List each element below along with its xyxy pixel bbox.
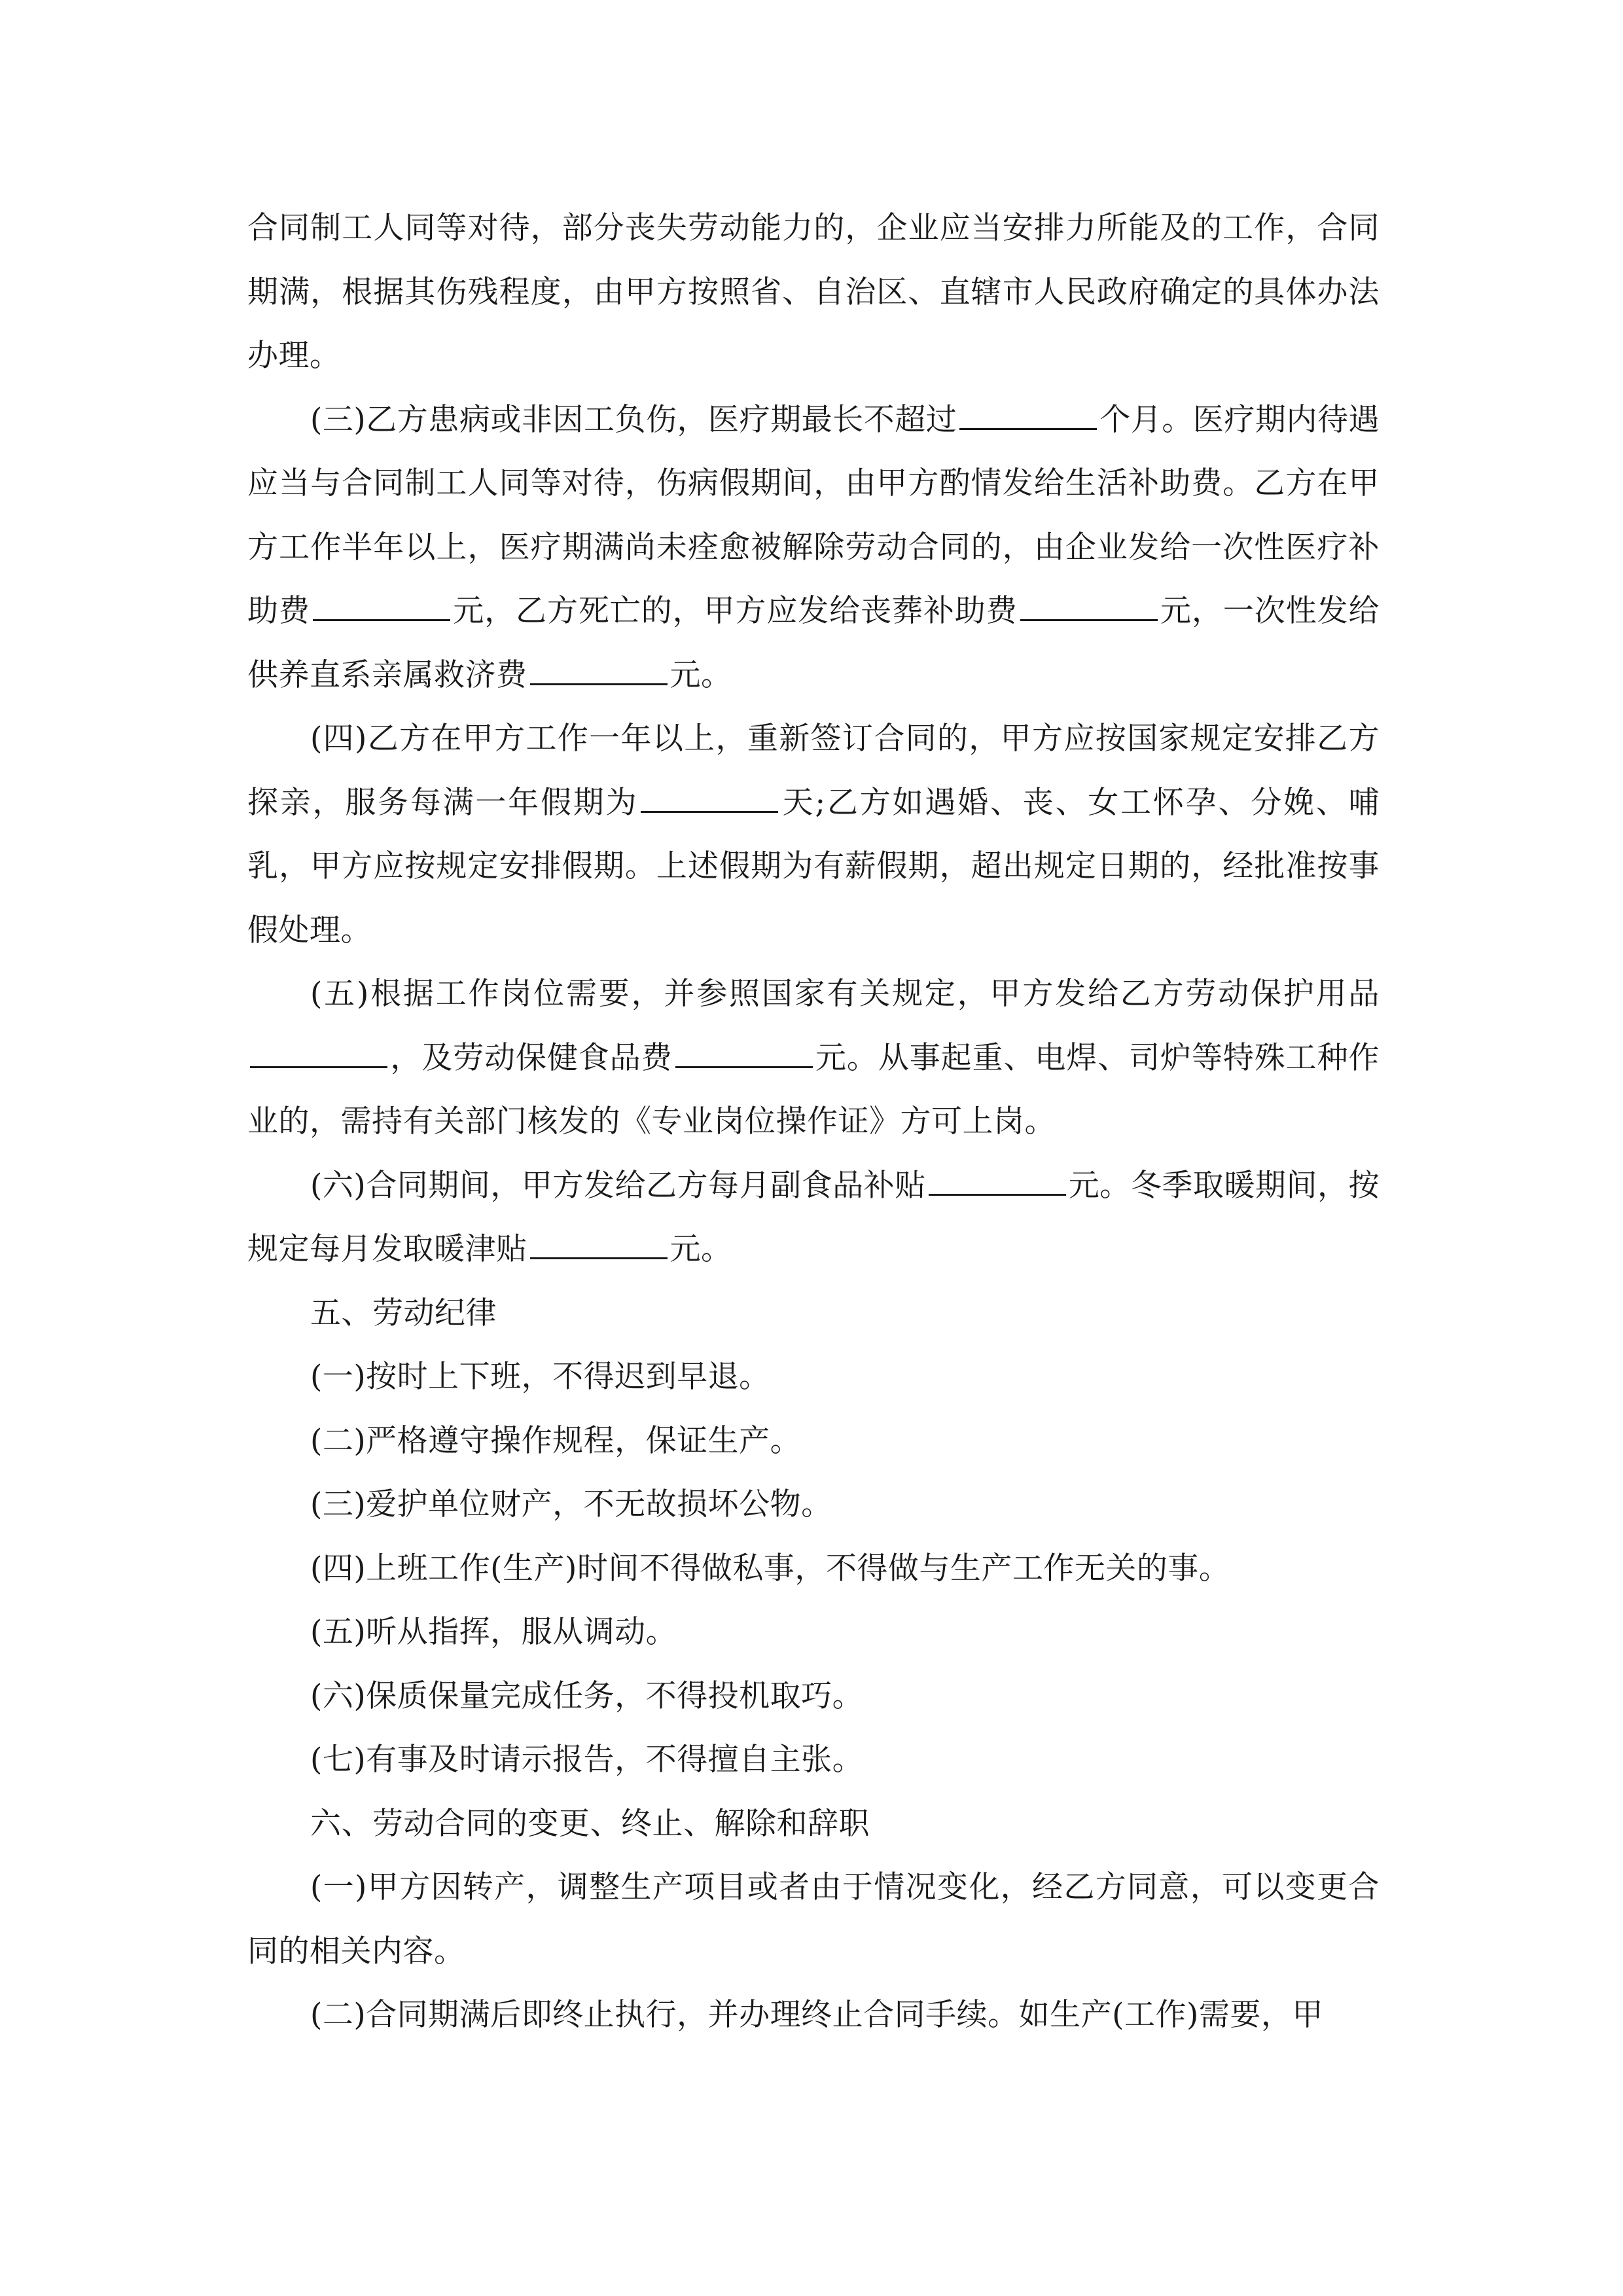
fill-in-blank[interactable] (1020, 593, 1158, 621)
fill-in-blank[interactable] (250, 1040, 387, 1068)
paragraph-text: 五、劳动纪律 (310, 1295, 497, 1331)
paragraph (247, 1345, 1380, 1409)
paragraph-text: (二)严格遵守操作规程，保证生产。 (310, 1422, 802, 1459)
fill-in-blank[interactable] (530, 657, 668, 685)
paragraph-text: 元。冬季取暖期间，按规定每月发取暖津贴 (247, 1167, 1380, 1267)
fill-in-blank[interactable] (313, 593, 450, 621)
paragraph (247, 1473, 1380, 1537)
paragraph (247, 1728, 1380, 1792)
paragraph (247, 1409, 1380, 1473)
paragraph (247, 962, 1380, 1154)
paragraph-text: (四)乙方在甲方工作一年以上，重新签订合同的，甲方应按国家规定安排乙方探亲，服务每满一年假期为 (247, 721, 1380, 821)
paragraph (247, 388, 1380, 708)
paragraph (247, 1537, 1380, 1601)
paragraph-text: 元。 (669, 1231, 732, 1267)
paragraph-text: (三)爱护单位财产，不无故损坏公物。 (310, 1486, 832, 1522)
paragraph-text: 六、劳动合同的变更、终止、解除和辞职 (310, 1805, 870, 1842)
paragraph-text: 元。从事起重、电焊、司炉等特殊工种作业的，需持有关部门核发的《专业岗位操作证》方可上岗。 (247, 1039, 1380, 1139)
paragraph (247, 707, 1380, 962)
paragraph (247, 1983, 1380, 2047)
paragraph-text: 元，乙方死亡的，甲方应发给丧葬补助费 (452, 593, 1018, 629)
paragraph (247, 1792, 1380, 1856)
paragraph-text: 元。 (669, 656, 732, 693)
document-page (247, 196, 1380, 2047)
paragraph (247, 196, 1380, 388)
paragraph-text: (一)按时上下班，不得迟到早退。 (310, 1359, 770, 1395)
fill-in-blank[interactable] (530, 1231, 668, 1259)
paragraph-text: 元，一次性发给供养直系亲属救济费 (247, 593, 1380, 693)
paragraph-text: (六)保质保量完成任务，不得投机取巧。 (310, 1677, 864, 1714)
fill-in-blank[interactable] (959, 402, 1097, 430)
paragraph-text: (二)合同期满后即终止执行，并办理终止合同手续。如生产(工作)需要，甲 (310, 1997, 1323, 2033)
paragraph-text: (七)有事及时请示报告，不得擅自主张。 (310, 1742, 864, 1778)
paragraph-text: (六)合同期间，甲方发给乙方每月副食品补贴 (310, 1167, 926, 1204)
paragraph (247, 1154, 1380, 1282)
fill-in-blank[interactable] (675, 1040, 813, 1068)
paragraph (247, 1856, 1380, 1983)
paragraph (247, 1664, 1380, 1729)
paragraph-text: 个月。医疗期内待遇应当与合同制工人同等对待，伤病假期间，由甲方酌情发给生活补助费。乙方在甲方工作半年以上，医疗期满尚未痊愈被解除劳动合同的，由企业发给一次性医疗补助费 (247, 401, 1380, 629)
paragraph-text: (三)乙方患病或非因工负伤，医疗期最长不超过 (310, 401, 957, 438)
paragraph-text: ，及劳动保健食品费 (390, 1039, 673, 1076)
fill-in-blank[interactable] (929, 1168, 1066, 1196)
paragraph (247, 1600, 1380, 1664)
paragraph (247, 1282, 1380, 1346)
fill-in-blank[interactable] (641, 785, 778, 813)
paragraph-text: (五)听从指挥，服从调动。 (310, 1614, 677, 1650)
paragraph-text: 合同制工人同等对待，部分丧失劳动能力的，企业应当安排力所能及的工作，合同期满，根据其伤残程度，由甲方按照省、自治区、直辖市人民政府确定的具体办法办理。 (247, 210, 1380, 374)
paragraph-text: (一)甲方因转产，调整生产项目或者由于情况变化，经乙方同意，可以变更合同的相关内容。 (247, 1869, 1380, 1969)
paragraph-text: 天;乙方如遇婚、丧、女工怀孕、分娩、哺乳，甲方应按规定安排假期。上述假期为有薪假期，超出规定日期的，经批准按事假处理。 (247, 784, 1380, 948)
paragraph-text: (四)上班工作(生产)时间不得做私事，不得做与生产工作无关的事。 (310, 1550, 1230, 1587)
paragraph-text: (五)根据工作岗位需要，并参照国家有关规定，甲方发给乙方劳动保护用品 (310, 976, 1380, 1012)
